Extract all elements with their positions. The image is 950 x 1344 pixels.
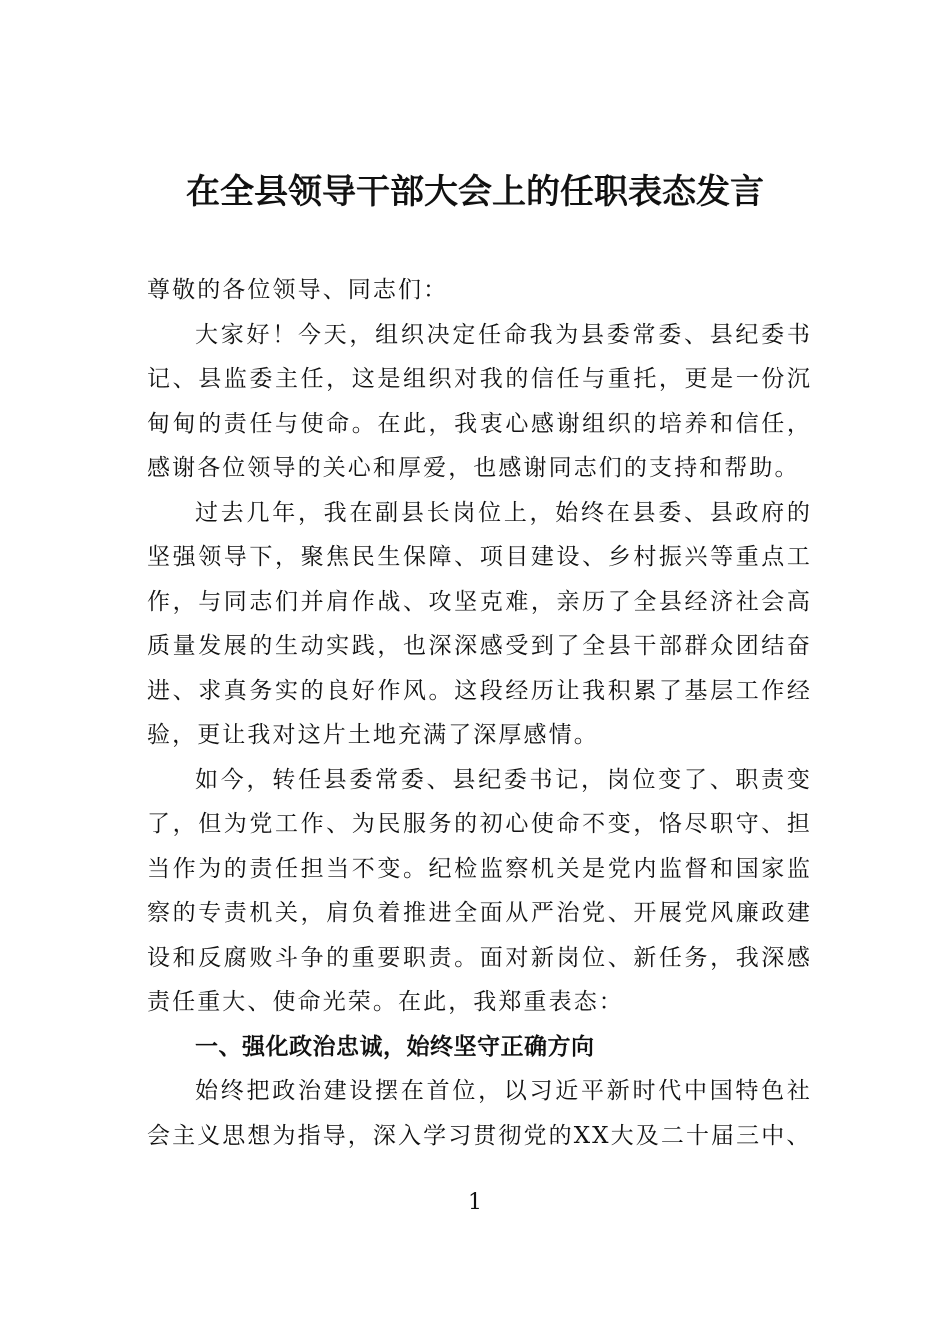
paragraph-past-experience: 过去几年，我在副县长岗位上，始终在县委、县政府的坚强领导下，聚焦民生保障、项目建设、乡村振兴等重点工作，与同志们并肩作战、攻坚克难，亲历了全县经济社会高质量发展的生动实践，也深深感受到了全县干部群众团结奋进、求真务实的良好作风。这段经历让我积累了基层工作经验，更让我对这片土地充满了深厚感情。 (147, 499, 812, 748)
salutation: 尊敬的各位领导、同志们： (147, 277, 449, 303)
paragraph-greeting: 大家好！今天，组织决定任命我为县委常委、县纪委书记、县监委主任，这是组织对我的信任与重托，更是一份沉甸甸的责任与使命。在此，我衷心感谢组织的培养和信任，感谢各位领导的关心和厚爱，也感谢同志们的支持和帮助。 (147, 321, 812, 481)
document-title: 在全县领导干部大会上的任职表态发言 (186, 172, 764, 212)
paragraph-new-role: 如今，转任县委常委、县纪委书记，岗位变了、职责变了，但为党工作、为民服务的初心使命不变，恪尽职守、担当作为的责任担当不变。纪检监察机关是党内监督和国家监察的专责机关，肩负着推进全面从严治党、开展党风廉政建设和反腐败斗争的重要职责。面对新岗位、新任务，我深感责任重大、使命光荣。在此，我郑重表态： (147, 766, 812, 1015)
page-number: 1 (468, 1190, 482, 1215)
document-body (147, 268, 812, 1158)
paragraph-section-one: 始终把政治建设摆在首位，以习近平新时代中国特色社会主义思想为指导，深入学习贯彻党的XX大及二十届三中、 (147, 1078, 812, 1149)
section-heading: 一、强化政治忠诚，始终坚守正确方向 (195, 1033, 595, 1060)
